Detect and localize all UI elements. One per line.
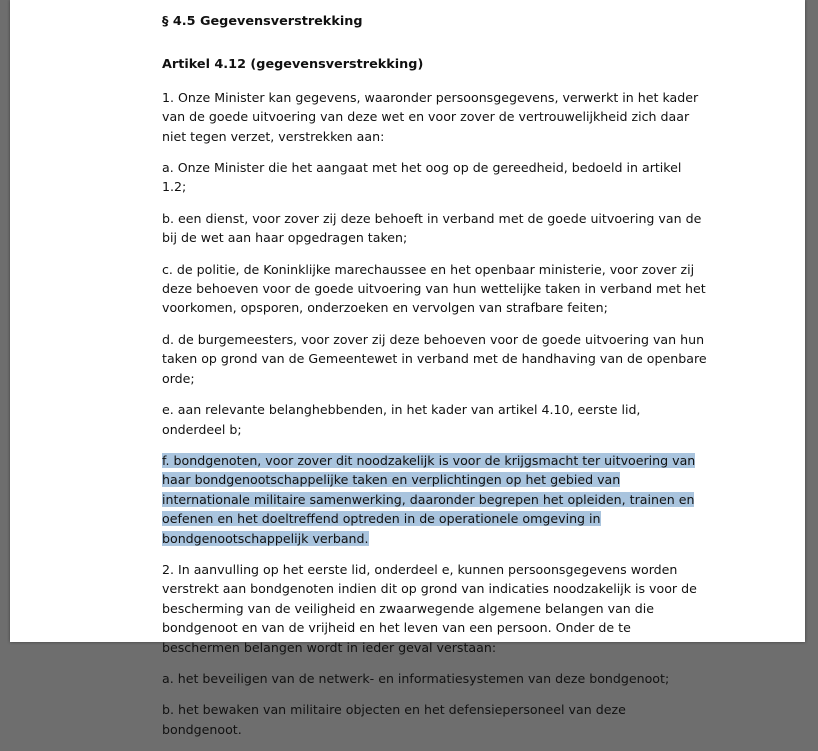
item-1b: b. een dienst, voor zover zij deze behoeft in verband met de goede uitvoering van de bij de wet aan haar opgedragen taken; xyxy=(162,210,702,246)
article-title: Artikel 4.12 (gegevensverstrekking) xyxy=(162,57,424,73)
page-content xyxy=(162,12,707,751)
item-1c: c. de politie, de Koninklijke marechaussee en het openbaar ministerie, voor zover zij deze behoeven voor de goede uitvoering van hun wettelijke taken in verband met het voorkomen, opsporen, onderzoeken en vervolgen van strafbare feiten; xyxy=(162,261,706,316)
item-1d: d. de burgemeesters, voor zover zij deze behoeven voor de goede uitvoering van hun taken op grond van de Gemeentewet in verband met de handhaving van de openbare orde; xyxy=(162,331,707,386)
section-title: § 4.5 Gegevensverstrekking xyxy=(162,14,363,29)
item-1a: a. Onze Minister die het aangaat met het oog op de gereedheid, bedoeld in artikel 1.2; xyxy=(162,160,682,195)
item-2b: b. het bewaken van militaire objecten en het defensiepersoneel van deze bondgenoot. xyxy=(162,702,626,737)
document-page[interactable] xyxy=(10,0,805,737)
paragraph-2: 2. In aanvulling op het eerste lid, onderdeel e, kunnen persoonsgegevens worden verstrekt aan bondgenoten indien dit op grond van indicaties noodzakelijk is voor de bescherming van de veiligheid en zwaarwegende algemene belangen van die bondgenoot en van de vrijheid en het leven van een persoon. Onder de te beschermen belangen wordt in ieder geval verstaan: xyxy=(162,561,697,655)
item-1f-selected[interactable] xyxy=(162,451,707,548)
item-1e: e. aan relevante belanghebbenden, in het kader van artikel 4.10, eerste lid, onderdeel b; xyxy=(162,402,641,437)
paragraph-1: 1. Onze Minister kan gegevens, waaronder persoonsgegevens, verwerkt in het kader van de goede uitvoering van deze wet en voor zover de vertrouwelijkheid zich daar niet tegen verzet, verstrekken aan: xyxy=(162,89,699,144)
selected-text-highlight[interactable]: f. bondgenoten, voor zover dit noodzakelijk is voor de krijgsmacht ter uitvoering van haar bondgenootschappelijke taken en verplichtingen op het gebied van internationale militaire samenwerking, daaronder begrepen het opleiden, trainen en oefenen en het doeltreffend optreden in de operationele omgeving in bondgenootschappelijk verband. xyxy=(162,452,696,546)
item-2a: a. het beveiligen van de netwerk- en informatiesystemen van deze bondgenoot; xyxy=(162,670,670,686)
